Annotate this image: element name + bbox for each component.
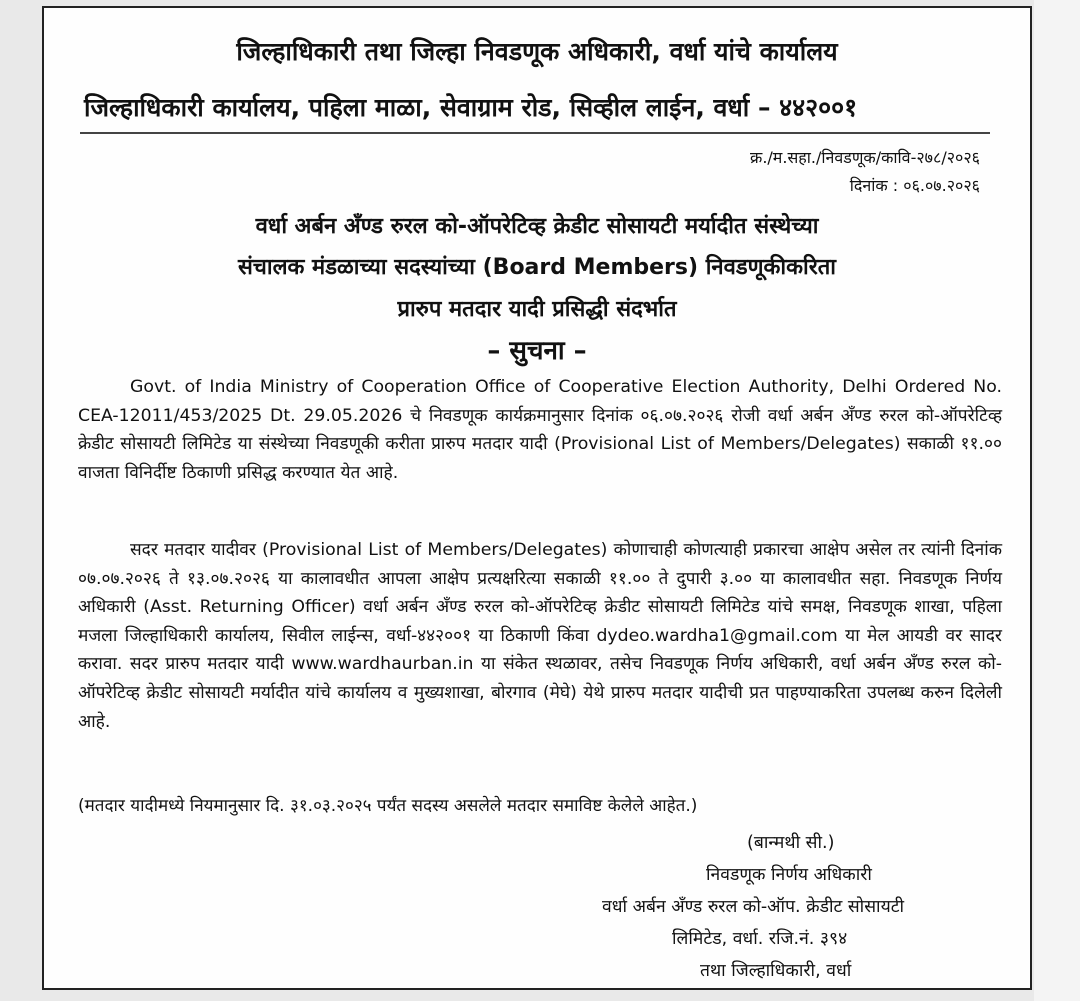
signatory-org-line-3: तथा जिल्हाधिकारी, वर्धा (700, 961, 852, 981)
notice-document (42, 6, 1032, 990)
signatory-name: (बान्मथी सी.) (747, 833, 835, 853)
body-note: (मतदार यादीमध्ये नियमानुसार दि. ३१.०३.२०२५ पर्यंत सदस्य असलेले मतदार समाविष्ट केलेले आहेत.) (78, 796, 698, 816)
body-paragraph-1: Govt. of India Ministry of Cooperation Office of Cooperative Election Authority, Delhi Ordered No. CEA-12011/453/2025 Dt. 29.05.2026 चे निवडणूक कार्यक्रमानुसार दिनांक ०६.०७.२०२६ रोजी वर्धा अर्बन अँण्ड रुरल को-ऑपरेटिव्ह क्रेडीट सोसायटी लिमिटेड या संस्थेच्या निवडणूकी करीता प्रारुप मतदार यादी (Provisional List of Members/Delegates) सकाळी ११.०० वाजता विनिर्दीष्ट ठिकाणी प्रसिद्ध करण्यात येत आहे. (78, 377, 1002, 483)
reference-number: क्र./म.सहा./निवडणूक/कावि-२७८/२०२६ (750, 148, 980, 167)
signatory-org-line-1: वर्धा अर्बन अँण्ड रुरल को-ऑप. क्रेडीट सोसायटी (602, 897, 905, 917)
reference-date: दिनांक : ०६.०७.२०२६ (849, 176, 980, 195)
office-header-address: जिल्हाधिकारी कार्यालय, पहिला माळा, सेवाग्राम रोड, सिव्हील लाईन, वर्धा – ४४२००१ (84, 93, 858, 122)
subject-line-1: वर्धा अर्बन अँण्ड रुरल को-ऑपरेटिव्ह क्रेडीट सोसायटी मर्यादीत संस्थेच्या (255, 214, 819, 239)
background-edge (1034, 0, 1080, 1001)
subject-line-3: प्रारुप मतदार यादी प्रसिद्धी संदर्भात (397, 297, 677, 322)
signatory-designation: निवडणूक निर्णय अधिकारी (706, 865, 872, 885)
body-paragraph-2: सदर मतदार यादीवर (Provisional List of Members/Delegates) कोणाचाही कोणत्याही प्रकारचा आक्षेप असेल तर त्यांनी दिनांक ०७.०७.२०२६ ते १३.०७.२०२६ या कालावधीत आपला आक्षेप प्रत्यक्षरित्या सकाळी ११.०० ते दुपारी ३.०० या कालावधीत सहा. निवडणूक निर्णय अधिकारी (Asst. Returning Officer) वर्धा अर्बन अँण्ड रुरल को-ऑपरेटिव्ह क्रेडीट सोसायटी लिमिटेड यांचे समक्ष, निवडणूक शाखा, पहिला मजला जिल्हाधिकारी कार्यालय, सिवील लाईन्स, वर्धा-४४२००१ या ठिकाणी किंवा dydeo.wardha1@gmail.com या मेल आयडी वर सादर करावा. सदर प्रारुप मतदार यादी www.wardhaurban.in या संकेत स्थळावर, तसेच निवडणूक निर्णय अधिकारी, वर्धा अर्बन अँण्ड रुरल को-ऑपरेटिव्ह क्रेडीट सोसायटी मर्यादीत यांचे कार्यालय व मुख्यशाखा, बोरगाव (मेघे) येथे प्रारुप मतदार यादीची प्रत पाहण्याकरिता उपलब्ध करुन दिलेली आहे. (78, 540, 1002, 732)
header-divider (80, 132, 990, 134)
notice-heading: – सुचना – (487, 336, 587, 366)
subject-line-2: संचालक मंडळाच्या सदस्यांच्या (Board Members) निवडणूकीकरिता (238, 255, 836, 280)
signatory-org-line-2: लिमिटेड, वर्धा. रजि.नं. ३९४ (672, 929, 848, 949)
office-header-title: जिल्हाधिकारी तथा जिल्हा निवडणूक अधिकारी, वर्धा यांचे कार्यालय (236, 37, 838, 66)
